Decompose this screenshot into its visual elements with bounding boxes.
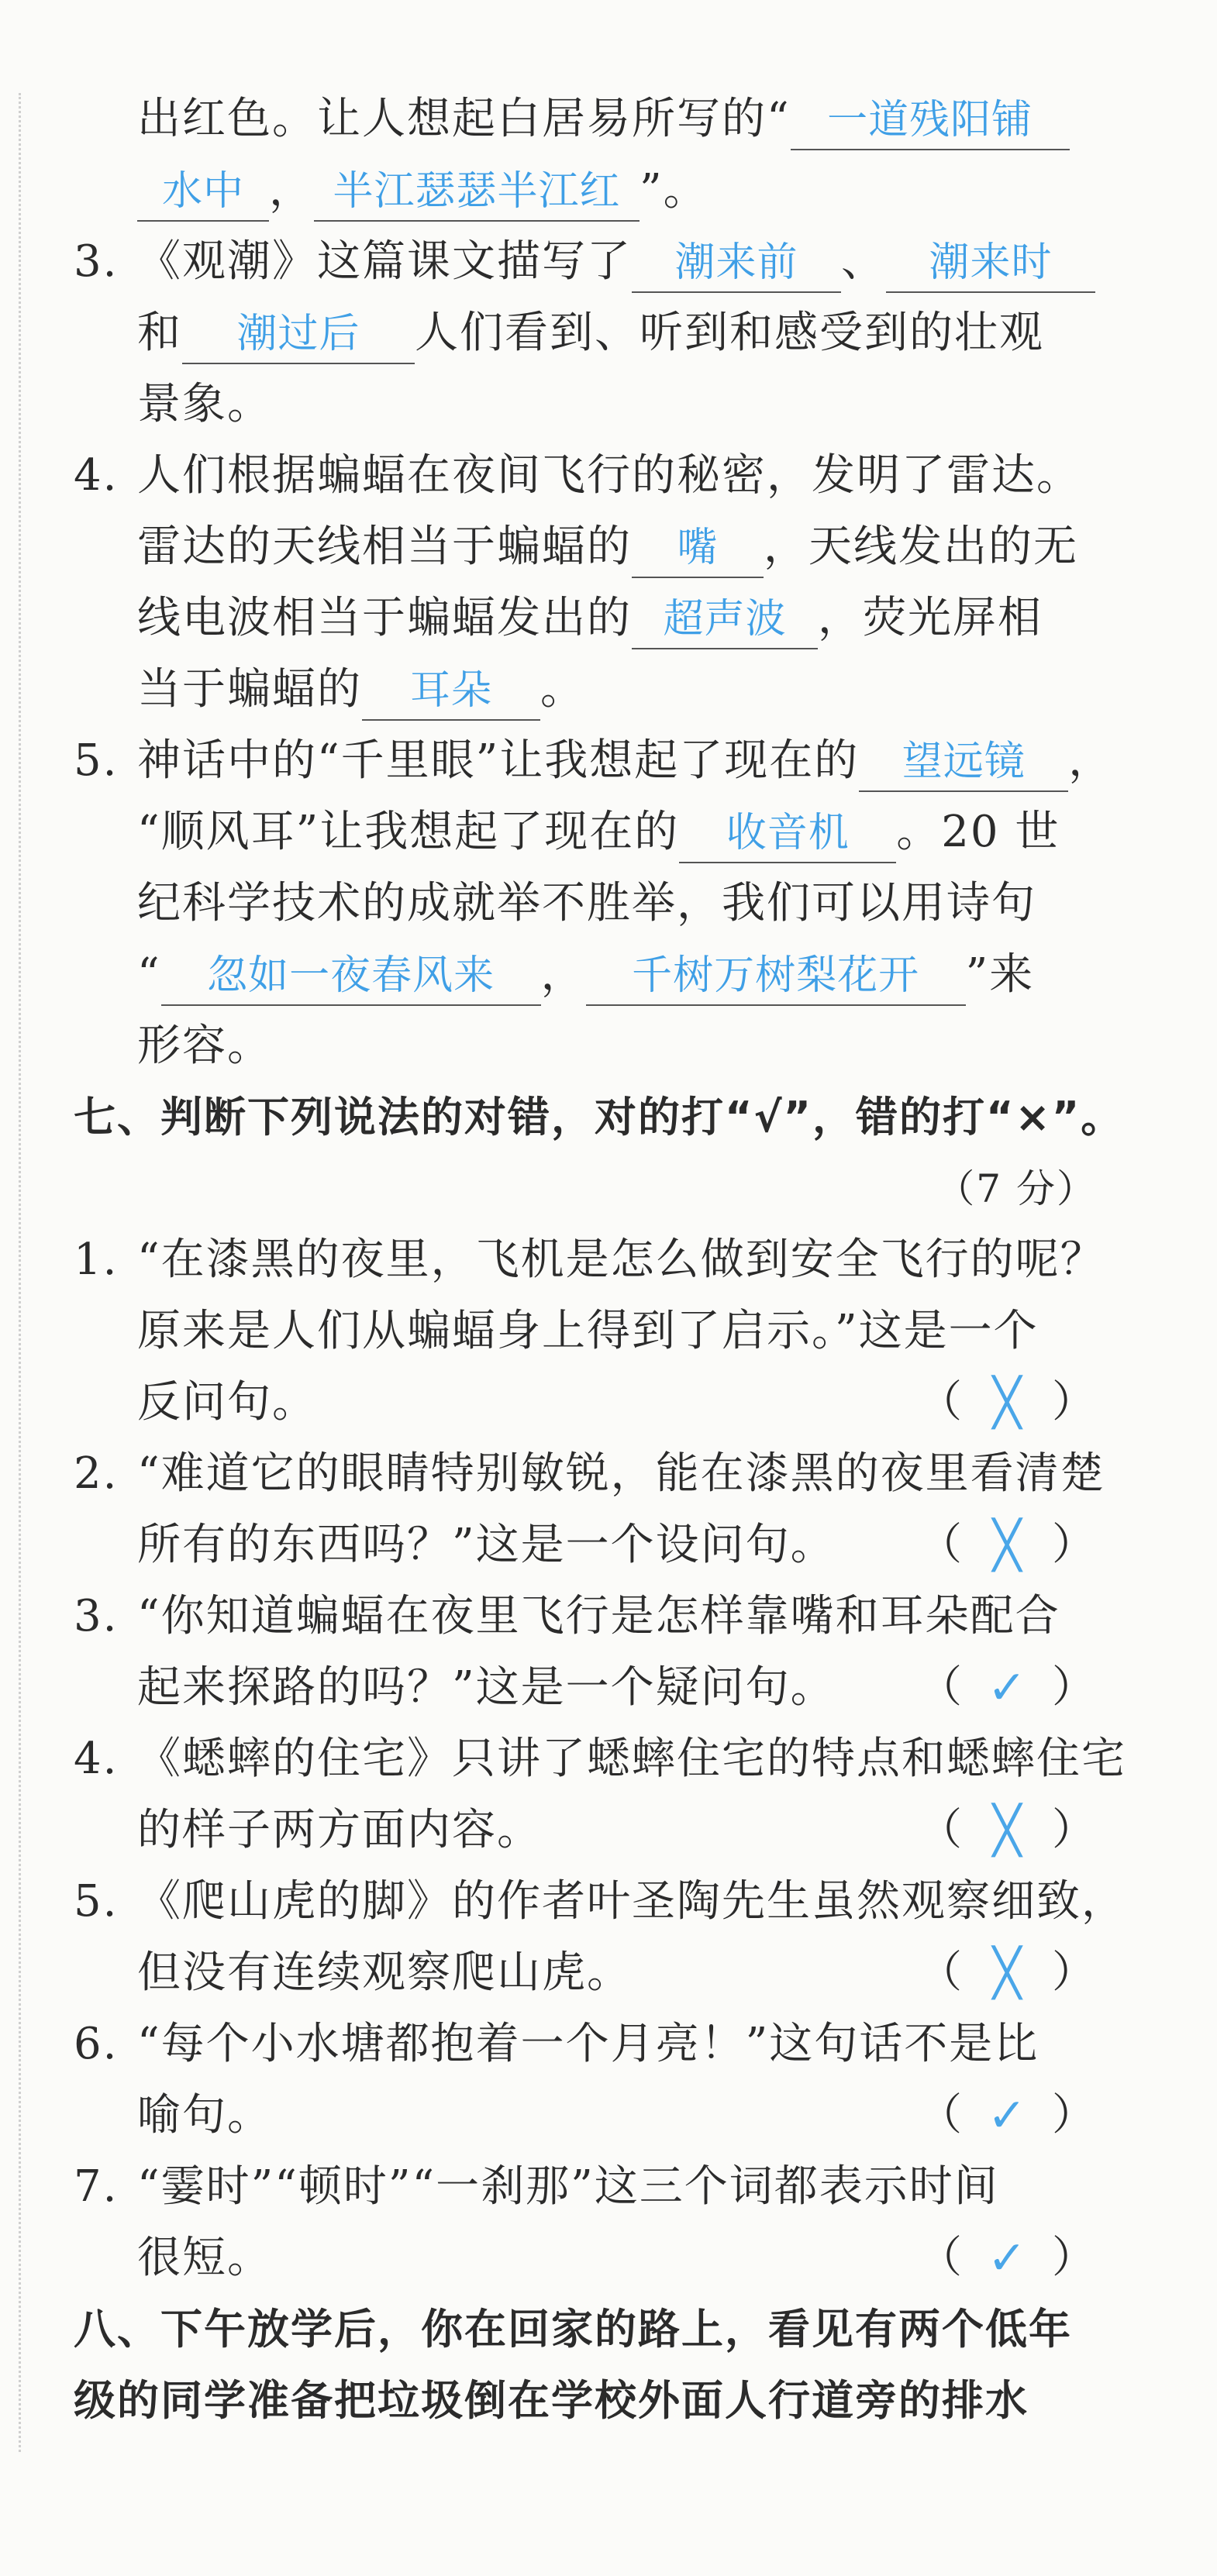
section-7-score: （7 分） [936,1166,1097,1211]
question-5-line-4: “ 忽如一夜春风来 ， 千树万树梨花开 ”来 [74,939,1097,1011]
answer-parentheses: （ ╳ ） [919,1795,1097,1866]
question-5-line-3: 纪科学技术的成就举不胜举，我们可以用诗句 [137,878,1036,928]
judge-item-6-line-1: 6. “每个小水塘都抱着一个月亮！”这句话不是比 [74,2019,1039,2069]
judge-item-3-line-1: 3. “你知道蝙蝠在夜里飞行是怎样靠嘴和耳朵配合 [74,1591,1060,1641]
question-4-line-3: 线电波相当于蝙蝠发出的 超声波 ，荧光屏相 [74,583,1097,654]
page-margin-dotted-line [19,93,21,2452]
judge-item-1-line-2: 原来是人们从蝙蝠身上得到了启示。”这是一个 [137,1306,1039,1356]
judge-item-5-line-1: 5. 《爬山虎的脚》的作者叶圣陶先生虽然观察细致， [74,1876,1126,1927]
answer-blank: 一道残阳铺 [791,91,1070,150]
check-mark-icon: ✓ [987,2231,1029,2285]
check-mark-icon: ✓ [987,2089,1029,2143]
answer-blank: 超声波 [632,591,818,649]
question-3-line-2: 和 潮过后 人们看到、听到和感受到的壮观 [74,298,1097,369]
answer-parentheses: （ ✓ ） [919,1652,1097,1724]
answer-parentheses: （ ✓ ） [919,2223,1097,2294]
answer-blank: 半江瑟瑟半江红 [314,163,640,222]
answer-parentheses: （ ✓ ） [919,2080,1097,2151]
section-7-heading: 七、判断下列说法的对错，对的打“√”，错的打“×”。 [74,1093,1125,1142]
judge-item-1-line-3: 反问句。 （ ╳ ） [74,1367,1097,1438]
cross-mark-icon: ╳ [992,1376,1023,1430]
answer-parentheses: （ ╳ ） [919,1937,1097,2009]
question-4-line-4: 当于蝙蝠的 耳朵 。 [74,654,1097,725]
judge-item-2-line-1: 2. “难道它的眼睛特别敏锐，能在漆黑的夜里看清楚 [74,1448,1105,1499]
answer-blank: 嘴 [632,519,764,578]
cross-mark-icon: ╳ [992,1803,1023,1858]
answer-blank: 千树万树梨花开 [586,947,966,1006]
section-8-line-2: 级的同学准备把垃圾倒在学校外面人行道旁的排水 [74,2376,1029,2425]
judge-item-3-line-2: 起来探路的吗？”这是一个疑问句。 （ ✓ ） [74,1652,1097,1724]
answer-blank: 潮过后 [182,305,415,364]
judge-item-7-line-1: 7. “霎时”“顿时”“一刹那”这三个词都表示时间 [74,2161,999,2212]
judge-item-5-line-2: 但没有连续观察爬山虎。 （ ╳ ） [74,1937,1097,2009]
check-mark-icon: ✓ [987,1661,1029,1715]
question-5-line-5: 形容。 [137,1021,272,1071]
judge-item-2-line-2: 所有的东西吗？”这是一个设问句。 （ ╳ ） [74,1510,1097,1581]
judge-item-4-line-2: 的样子两方面内容。 （ ╳ ） [74,1795,1097,1866]
question-4-line-2: 雷达的天线相当于蝙蝠的 嘴 ，天线发出的无 [74,511,1097,583]
s6-line-1: 出红色。让人想起白居易所写的“ 一道残阳铺 [74,84,1097,155]
judge-item-1-line-1: 1. “在漆黑的夜里，飞机是怎么做到安全飞行的呢？ [74,1235,1105,1285]
answer-blank: 望远镜 [859,733,1068,792]
worksheet-page [74,84,1126,2437]
answer-blank: 潮来时 [886,234,1095,293]
answer-blank: 耳朵 [362,662,540,721]
question-3-line-3: 景象。 [137,379,272,429]
cross-mark-icon: ╳ [992,1518,1023,1572]
cross-mark-icon: ╳ [992,1946,1023,2000]
question-5-line-2: “顺风耳”让我想起了现在的 收音机 。20 世 [74,797,1097,868]
question-4-line-1: 4. 人们根据蝙蝠在夜间飞行的秘密，发明了雷达。 [74,450,1081,501]
judge-item-6-line-2: 喻句。 （ ✓ ） [74,2080,1097,2151]
section-8-line-1: 八、下午放学后，你在回家的路上，看见有两个低年 [74,2305,1072,2354]
answer-blank: 水中 [137,163,269,222]
answer-blank: 忽如一夜春风来 [161,947,541,1006]
question-3-line-1: 3. 《观潮》这篇课文描写了 潮来前 、 潮来时 [74,226,1097,298]
judge-item-7-line-2: 很短。 （ ✓ ） [74,2223,1097,2294]
judge-item-4-line-1: 4. 《蟋蟀的住宅》只讲了蟋蟀住宅的特点和蟋蟀住宅 [74,1734,1126,1784]
answer-blank: 潮来前 [632,234,841,293]
s6-line-2: 水中 ， 半江瑟瑟半江红 ”。 [74,155,1097,226]
answer-blank: 收音机 [679,804,896,863]
question-5-line-1: 5. 神话中的“千里眼”让我想起了现在的 望远镜 ， [74,725,1097,797]
answer-parentheses: （ ╳ ） [919,1367,1097,1438]
answer-parentheses: （ ╳ ） [919,1510,1097,1581]
